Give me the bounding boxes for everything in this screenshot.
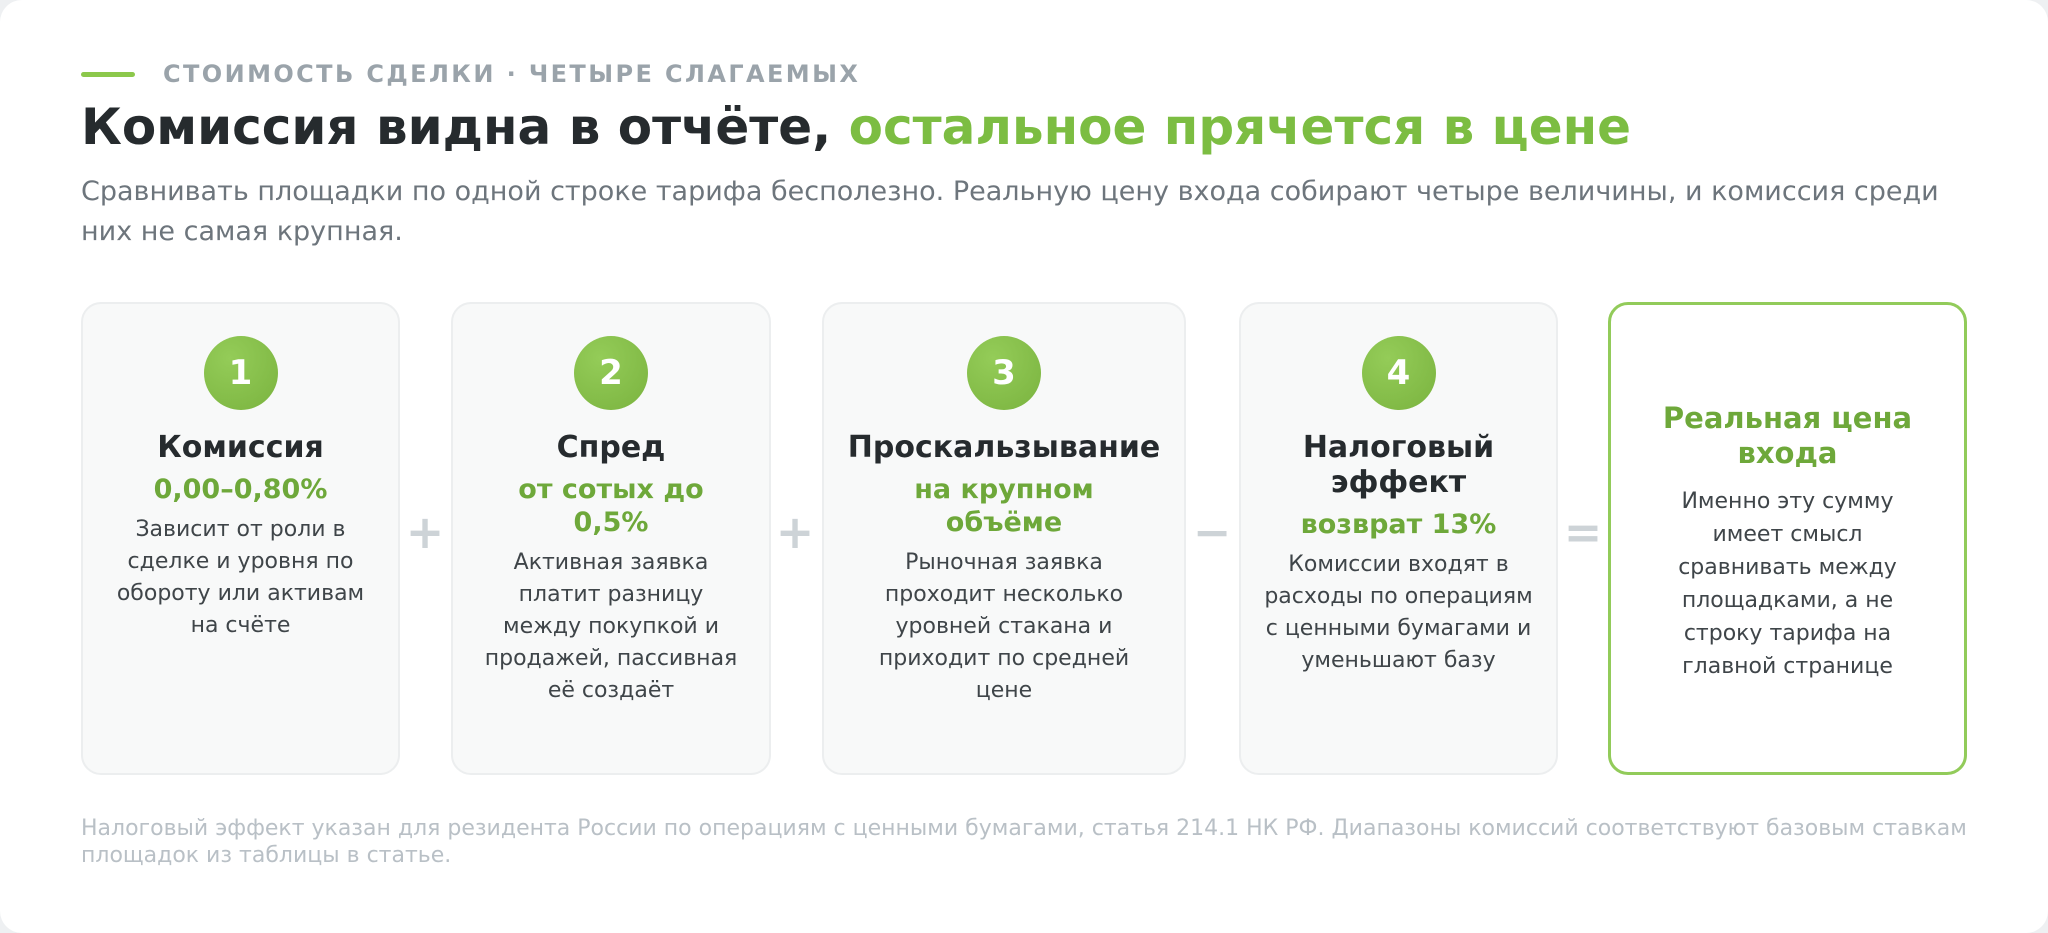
- step-card-spread: [451, 302, 771, 775]
- step-number-badge: 3: [967, 336, 1041, 410]
- lead-paragraph: Сравнивать площадки по одной строке тарифа бесполезно. Реальную цену входа собирают четыре величины, и комиссия среди них не самая крупная.: [81, 176, 1939, 247]
- equals-operator: =: [1563, 505, 1603, 559]
- step-value: на крупном объёме: [914, 474, 1094, 538]
- step-value: 0,00–0,80%: [153, 474, 328, 505]
- step-description: Активная заявка платит разницу между покупкой и продажей, пассивная её создаёт: [484, 550, 738, 703]
- step-card-tax-effect: [1239, 302, 1558, 775]
- step-title: Проскальзывание: [847, 430, 1161, 465]
- step-value: от сотых до 0,5%: [518, 474, 704, 538]
- page-title: [81, 98, 1631, 156]
- result-card: [1608, 302, 1967, 775]
- step-title: Налоговый эффект: [1302, 430, 1495, 500]
- eyebrow-accent-line: [81, 72, 135, 77]
- eyebrow: [81, 60, 860, 88]
- step-number-badge: 4: [1362, 336, 1436, 410]
- step-description: Комиссии входят в расходы по операциям с ценными бумагами и уменьшают базу: [1264, 552, 1533, 673]
- title-main: Комиссия видна в отчёте,: [81, 98, 832, 156]
- step-value: возврат 13%: [1300, 509, 1497, 540]
- step-card-commission: [81, 302, 400, 775]
- step-description: Рыночная заявка проходит несколько уровней стакана и приходит по средней цене: [878, 550, 1130, 703]
- step-card-slippage: [822, 302, 1186, 775]
- title-accent: остальное прячется в цене: [848, 98, 1632, 156]
- plus-operator: +: [405, 505, 445, 559]
- step-title: Комиссия: [157, 430, 324, 465]
- cost-formula: [0, 302, 2048, 775]
- eyebrow-label: СТОИМОСТЬ СДЕЛКИ · ЧЕТЫРЕ СЛАГАЕМЫХ: [163, 60, 861, 88]
- minus-operator: −: [1192, 505, 1232, 559]
- footnote: Налоговый эффект указан для резидента России по операциям с ценными бумагами, статья 214.1 НК РФ. Диапазоны комиссий соответствуют базовым ставкам площадок из таблицы в статье.: [81, 816, 1967, 868]
- result-title: Реальная цена входа: [1662, 401, 1913, 470]
- result-description: Именно эту сумму имеет смысл сравнивать между площадками, а не строку тарифа на главной странице: [1678, 489, 1897, 679]
- step-number-badge: 1: [204, 336, 278, 410]
- step-description: Зависит от роли в сделке и уровня по обороту или активам на счёте: [116, 517, 365, 638]
- step-title: Спред: [556, 430, 666, 465]
- step-number-badge: 2: [574, 336, 648, 410]
- plus-operator: +: [775, 505, 815, 559]
